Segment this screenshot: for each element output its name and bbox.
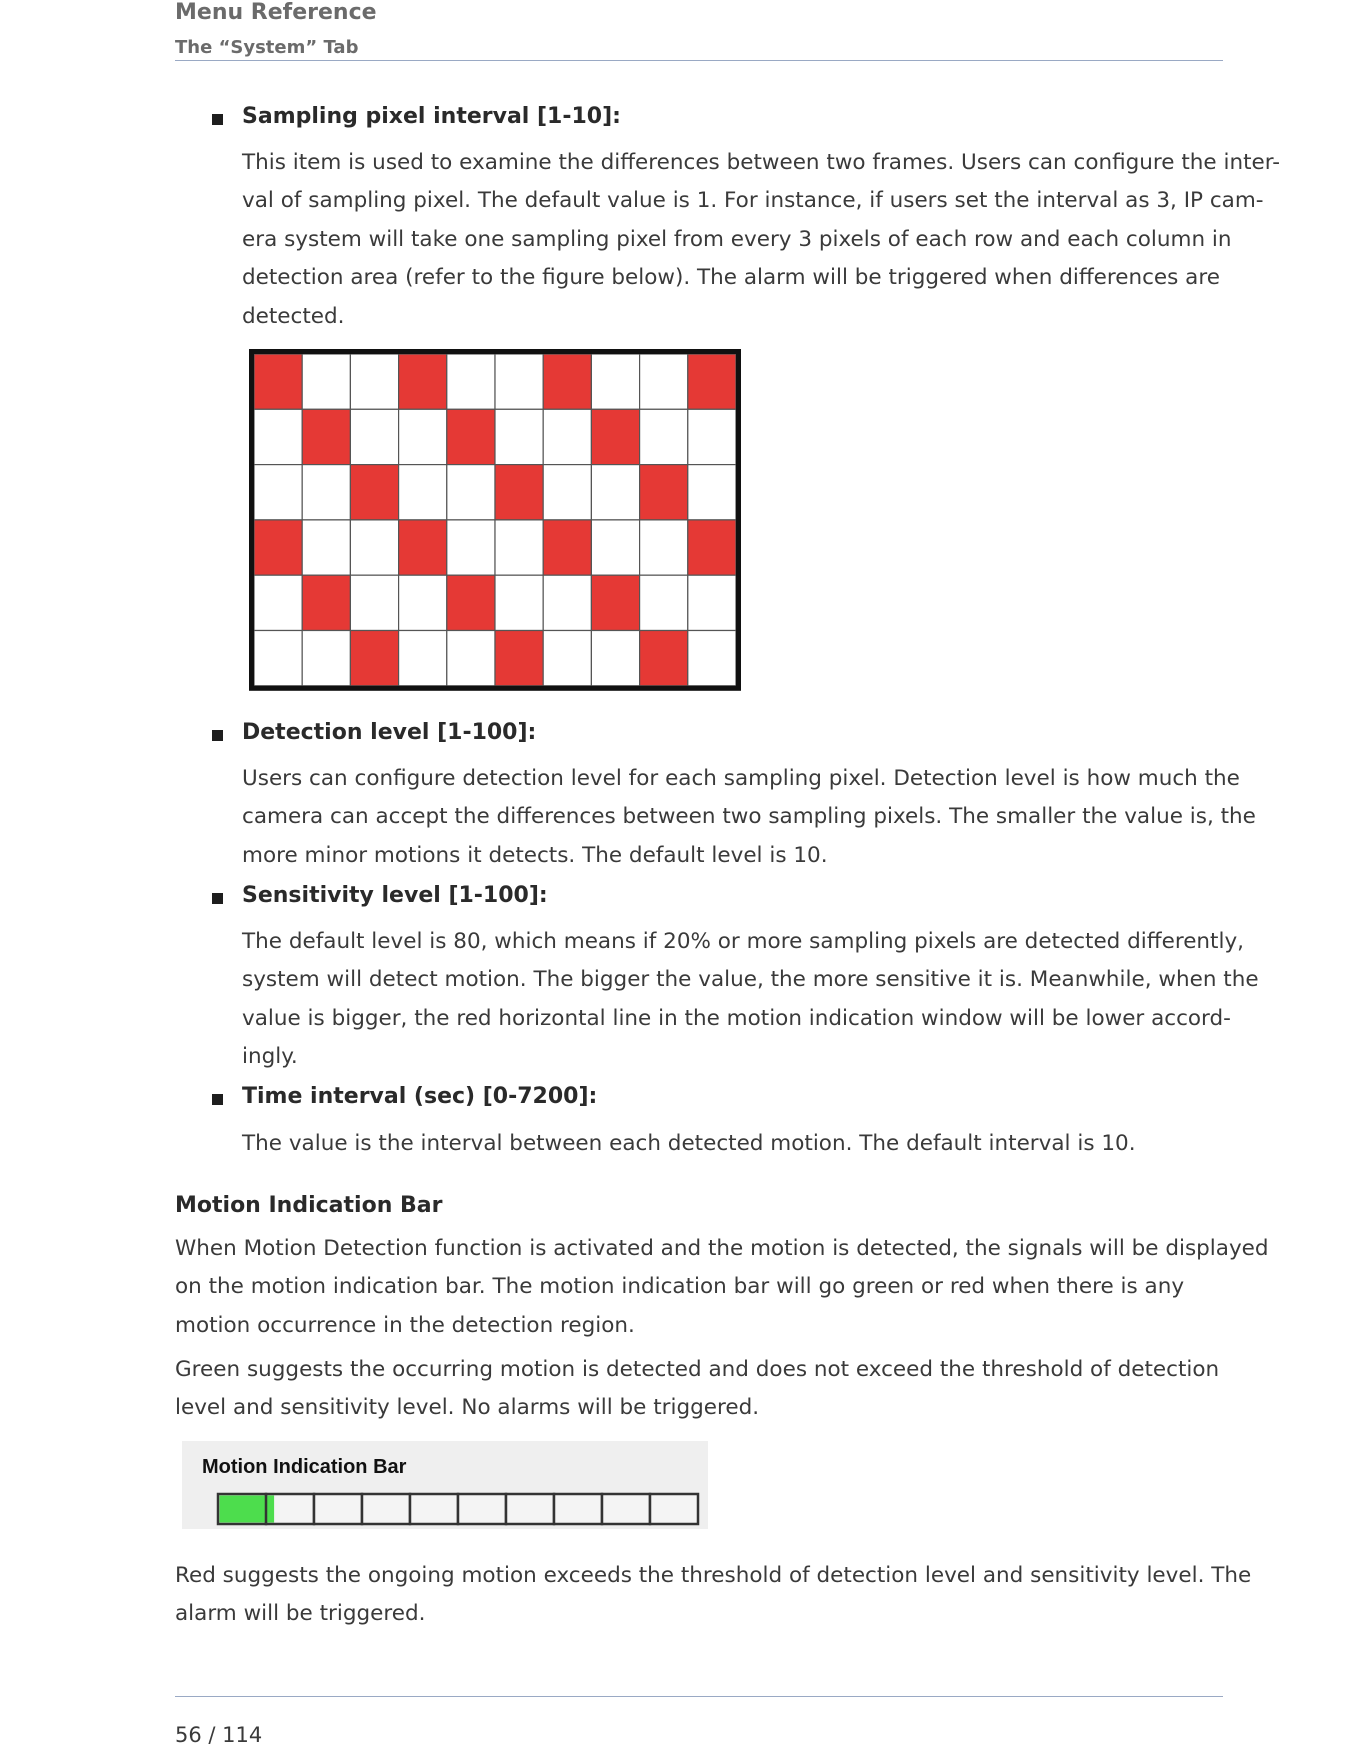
- pixel-cell: [302, 631, 350, 686]
- text-line: The default level is 80, which means if 20% or more sampling pixels are detected differently,: [242, 929, 1245, 954]
- pixel-cell: [543, 409, 591, 464]
- item-title-sensitivity-level: Sensitivity level [1-100]:: [242, 883, 548, 908]
- text-line: era system will take one sampling pixel from every 3 pixels of each row and each column in: [242, 226, 1232, 252]
- pixel-cell: [399, 465, 447, 520]
- text-line: level and sensitivity level. No alarms will be triggered.: [175, 1395, 760, 1421]
- pixel-cell: [350, 575, 398, 630]
- pixel-cell: [447, 631, 495, 686]
- pixel-cell: [302, 520, 350, 575]
- section-heading-motion-indication-bar: Motion Indication Bar: [175, 1193, 443, 1218]
- pixel-cell: [688, 575, 736, 630]
- sampled-pixel-cell: [399, 354, 447, 409]
- motion-indication-bar-label: Motion Indication Bar: [202, 1456, 407, 1478]
- pixel-cell: [591, 520, 639, 575]
- pixel-cell: [688, 631, 736, 686]
- text-line: alarm will be triggered.: [175, 1601, 426, 1627]
- pixel-cell: [447, 520, 495, 575]
- sampled-pixel-cell: [688, 354, 736, 409]
- sampled-pixel-cell: [688, 520, 736, 575]
- paragraph-red-meaning: [175, 1557, 1251, 1634]
- meter-segment: [362, 1494, 410, 1524]
- pixel-cell: [640, 409, 688, 464]
- motion-indication-bar-panel: [182, 1441, 708, 1529]
- sampled-pixel-cell: [640, 631, 688, 686]
- sampled-pixel-cell: [350, 465, 398, 520]
- sampled-pixel-cell: [254, 354, 302, 409]
- item-title-time-interval: Time interval (sec) [0-7200]:: [242, 1084, 598, 1109]
- motion-indication-bar-meter: [216, 1492, 702, 1526]
- pixel-cell: [688, 409, 736, 464]
- footer-rule: [175, 1696, 1223, 1697]
- sampled-pixel-cell: [495, 631, 543, 686]
- pixel-cell: [254, 409, 302, 464]
- pixel-cell: [399, 631, 447, 686]
- sampled-pixel-cell: [302, 409, 350, 464]
- item-description-sensitivity-level: [242, 923, 1259, 1077]
- pixel-cell: [447, 354, 495, 409]
- bullet-marker: [212, 114, 223, 125]
- pixel-cell: [254, 575, 302, 630]
- text-line: This item is used to examine the differences between two frames. Users can configure the inter-: [242, 150, 1280, 175]
- text-line: Green suggests the occurring motion is detected and does not exceed the threshold of detection: [175, 1357, 1220, 1382]
- paragraph-motion-bar-intro: [175, 1230, 1269, 1345]
- pixel-cell: [543, 575, 591, 630]
- text-line: When Motion Detection function is activated and the motion is detected, the signals will be displayed: [175, 1236, 1269, 1261]
- sampled-pixel-cell: [254, 520, 302, 575]
- text-line: detection area (refer to the figure below). The alarm will be triggered when differences are: [242, 265, 1220, 291]
- pixel-cell: [543, 631, 591, 686]
- pixel-cell: [495, 409, 543, 464]
- pixel-cell: [591, 631, 639, 686]
- item-description-detection-level: [242, 760, 1256, 875]
- text-line: Red suggests the ongoing motion exceeds the threshold of detection level and sensitivity level. The: [175, 1563, 1252, 1588]
- pixel-cell: [302, 465, 350, 520]
- sampled-pixel-cell: [591, 409, 639, 464]
- paragraph-green-meaning: [175, 1351, 1219, 1428]
- pixel-cell: [640, 354, 688, 409]
- bullet-marker: [212, 730, 223, 741]
- sampled-pixel-cell: [495, 465, 543, 520]
- meter-segment: [554, 1494, 602, 1524]
- pixel-cell: [688, 465, 736, 520]
- text-line: more minor motions it detects. The default level is 10.: [242, 842, 828, 868]
- pixel-cell: [254, 631, 302, 686]
- pixel-cell: [543, 465, 591, 520]
- pixel-cell: [640, 520, 688, 575]
- meter-segment: [650, 1494, 698, 1524]
- pixel-cell: [399, 575, 447, 630]
- pixel-cell: [495, 520, 543, 575]
- sampled-pixel-cell: [350, 631, 398, 686]
- bullet-marker: [212, 1094, 223, 1105]
- pixel-cell: [591, 354, 639, 409]
- pixel-cell: [254, 465, 302, 520]
- pixel-cell: [350, 354, 398, 409]
- meter-segment: [314, 1494, 362, 1524]
- text-line: system will detect motion. The bigger the value, the more sensitive it is. Meanwhile, when the: [242, 967, 1259, 993]
- page-number: 56 / 114: [175, 1723, 263, 1747]
- meter-segment: [410, 1494, 458, 1524]
- text-line: ingly.: [242, 1044, 298, 1070]
- item-description-time-interval: [242, 1125, 1136, 1163]
- text-line: on the motion indication bar. The motion indication bar will go green or red when there is any: [175, 1274, 1185, 1300]
- pixel-cell: [350, 520, 398, 575]
- meter-segment: [458, 1494, 506, 1524]
- sampling-pixel-grid-figure: [249, 349, 741, 691]
- item-description-sampling-pixel-interval: [242, 144, 1280, 336]
- text-line: val of sampling pixel. The default value is 1. For instance, if users set the interval as 3, IP cam-: [242, 188, 1264, 214]
- text-line: camera can accept the differences between two sampling pixels. The smaller the value is, the: [242, 804, 1256, 830]
- bullet-marker: [212, 893, 223, 904]
- sampled-pixel-cell: [399, 520, 447, 575]
- pixel-cell: [399, 409, 447, 464]
- text-line: detected.: [242, 303, 345, 329]
- text-line: Users can configure detection level for each sampling pixel. Detection level is how much the: [242, 766, 1240, 791]
- pixel-cell: [447, 465, 495, 520]
- meter-segment: [506, 1494, 554, 1524]
- sampled-pixel-cell: [543, 354, 591, 409]
- text-line: The value is the interval between each detected motion. The default interval is 10.: [242, 1131, 1136, 1156]
- pixel-cell: [640, 575, 688, 630]
- sampled-pixel-cell: [543, 520, 591, 575]
- meter-segment: [602, 1494, 650, 1524]
- sampled-pixel-cell: [591, 575, 639, 630]
- item-title-detection-level: Detection level [1-100]:: [242, 720, 537, 745]
- item-title-sampling-pixel-interval: Sampling pixel interval [1-10]:: [242, 104, 621, 129]
- sampled-pixel-cell: [447, 575, 495, 630]
- running-header-title: Menu Reference: [175, 0, 377, 25]
- sampled-pixel-cell: [302, 575, 350, 630]
- pixel-cell: [495, 354, 543, 409]
- text-line: value is bigger, the red horizontal line in the motion indication window will be lower accord-: [242, 1005, 1231, 1031]
- running-header-subtitle: The “System” Tab: [175, 37, 359, 58]
- pixel-cell: [302, 354, 350, 409]
- pixel-cell: [591, 465, 639, 520]
- sampled-pixel-cell: [640, 465, 688, 520]
- sampled-pixel-cell: [447, 409, 495, 464]
- header-rule: [175, 60, 1223, 61]
- pixel-cell: [350, 409, 398, 464]
- text-line: motion occurrence in the detection region.: [175, 1312, 635, 1338]
- pixel-cell: [495, 575, 543, 630]
